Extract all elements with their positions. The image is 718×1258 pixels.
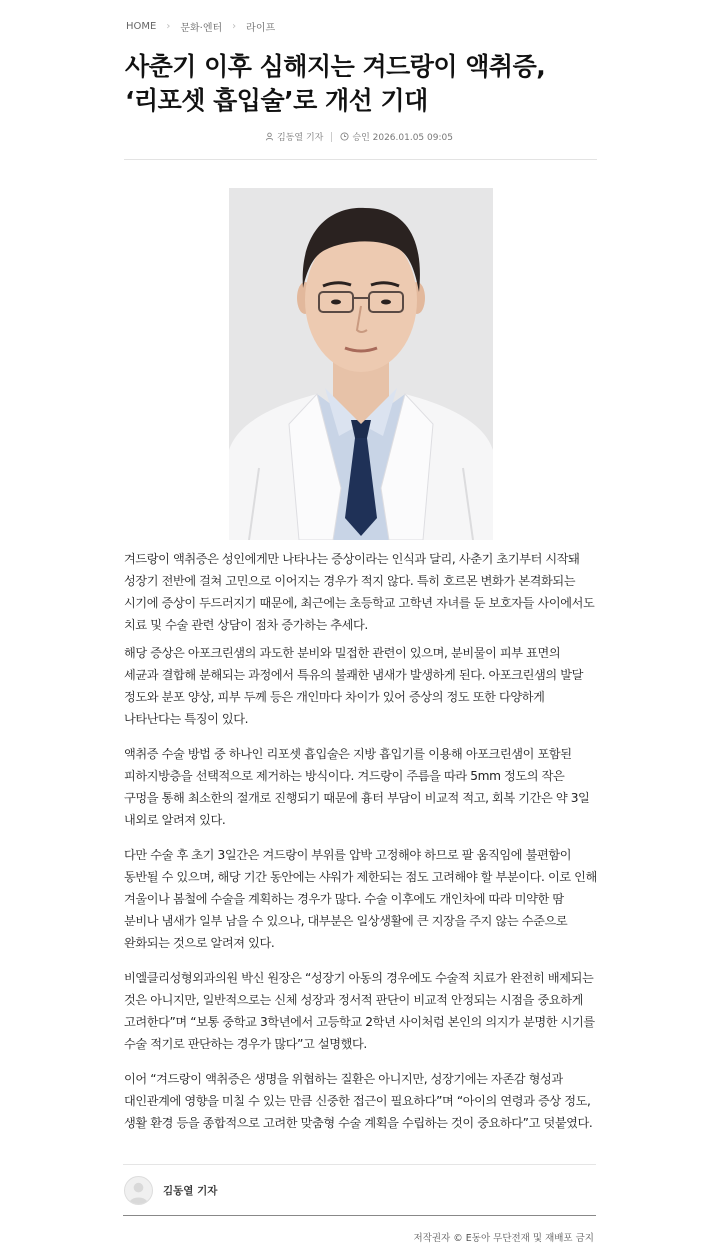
avatar-silhouette-icon [125,1177,152,1204]
divider [124,159,597,160]
page-title [125,50,595,118]
article-paragraph: 해당 증상은 아포크린샘의 과도한 분비와 밀접한 관련이 있으며, 분비물이 피부 표면의 세균과 결합해 분해되는 과정에서 특유의 불쾌한 냄새가 발생하게 된다. 아포크린샘의 발달 정도와 분포 양상, 피부 두께 등은 개인마다 차이가 있어 증상의 정도 또한 다양하게 나타난다는 특징이 있다. [124,646,584,726]
title-line-1: 사춘기 이후 심해지는 겨드랑이 액취증, [125,52,546,81]
breadcrumb [126,19,275,34]
person-icon [265,132,274,141]
meta-author [265,130,323,143]
article-body [124,548,597,1147]
breadcrumb-life[interactable]: 라이프 [246,23,276,34]
chevron-right-icon: › [166,21,171,32]
article-meta [0,130,718,143]
article-photo [229,188,493,540]
breadcrumb-culture[interactable]: 문화·엔터 [180,23,223,34]
breadcrumb-home[interactable]: HOME [126,21,157,32]
chevron-right-icon: › [232,21,237,32]
author-box [123,1164,596,1216]
article-paragraph: 겨드랑이 액취증은 성인에게만 나타나는 증상이라는 인식과 달리, 사춘기 초기부터 시작돼 성장기 전반에 걸쳐 고민으로 이어지는 경우가 적지 않다. 특히 호르몬 변화가 본격화되는 시기에 증상이 두드러지기 때문에, 최근에는 초등학교 고학년 자녀를 둔 보호자들 사이에서도 치료 및 수술 관련 상담이 점차 증가하는 추세다. [124,552,595,632]
meta-date [340,130,453,143]
author-name-meta[interactable]: 김동열 기자 [277,133,324,143]
title-line-2: ‘리포셋 흡입술’로 개선 기대 [125,86,428,115]
doctor-portrait-image [229,188,493,540]
article-paragraph: 비엘클리성형외과의원 박신 원장은 “성장기 아동의 경우에도 수술적 치료가 완전히 배제되는 것은 아니지만, 일반적으로는 신체 성장과 정서적 판단이 비교적 안정되는 시점을 중요하게 고려한다”며 “보통 중학교 3학년에서 고등학교 2학년 사이처럼 본인의 의지가 분명한 시기를 수술 적기로 판단하는 경우가 많다”고 설명했다. [124,971,595,1051]
avatar-icon[interactable] [124,1176,153,1205]
clock-icon [340,132,349,141]
article-paragraph: 액취증 수술 방법 중 하나인 리포셋 흡입술은 지방 흡입기를 이용해 아포크린샘이 포함된 피하지방층을 선택적으로 제거하는 방식이다. 겨드랑이 주름을 따라 5mm 정도의 작은 구멍을 통해 최소한의 절개로 진행되기 때문에 흉터 부담이 비교적 적고, 회복 기간은 약 3일 내외로 알려져 있다. [124,747,590,827]
article-paragraph: 다만 수술 후 초기 3일간은 겨드랑이 부위를 압박 고정해야 하므로 팔 움직임에 불편함이 동반될 수 있으며, 해당 기간 동안에는 샤워가 제한되는 점도 고려해야 할 부분이다. 이로 인해 겨울이나 봄철에 수술을 계획하는 경우가 많다. 수술 이후에도 개인차에 따라 미약한 땀 분비나 냄새가 일부 남을 수 있으나, 대부분은 일상생활에 큰 지장을 주지 않는 수준으로 완화되는 것으로 알려져 있다. [124,848,597,950]
meta-divider [331,132,332,142]
author-name[interactable]: 김동열 기자 [163,1184,218,1197]
copyright-notice: 저작권자 © E동아 무단전재 및 재배포 금지 [413,1233,594,1244]
article-paragraph: 이어 “겨드랑이 액취증은 생명을 위협하는 질환은 아니지만, 성장기에는 자존감 형성과 대인관계에 영향을 미칠 수 있는 만큼 신중한 접근이 필요하다”며 “아이의 연령과 증상 정도, 생활 환경 등을 종합적으로 고려한 맞춤형 수술 계획을 수립하는 것이 중요하다”고 덧붙였다. [124,1072,593,1130]
approved-date: 승인 2026.01.05 09:05 [352,133,453,143]
